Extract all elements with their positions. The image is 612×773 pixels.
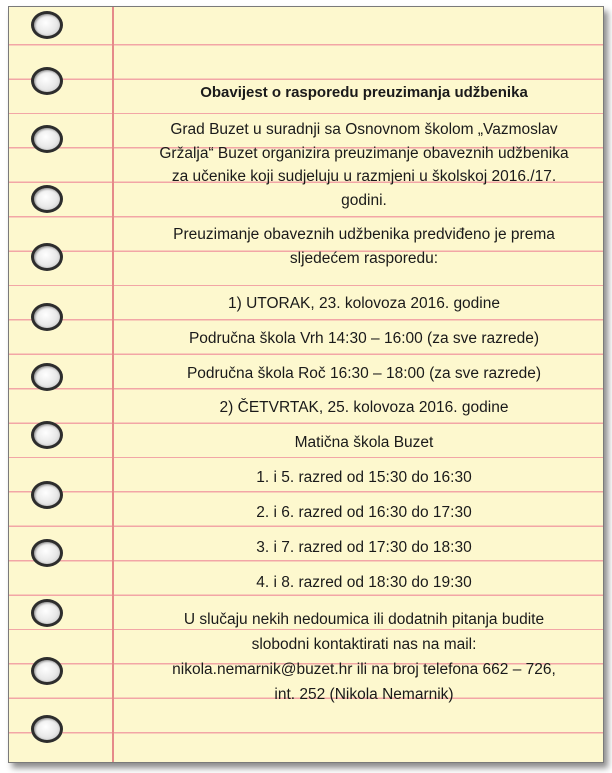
day1-schedule-item: Područna škola Vrh 14:30 – 16:00 (za sve razrede) xyxy=(188,330,540,347)
binder-hole-icon xyxy=(31,539,63,567)
notice-content xyxy=(117,7,611,762)
contact-line: int. 252 (Nikola Nemarnik) xyxy=(274,686,454,703)
day2-schedule-item: 2. i 6. razred od 16:30 do 17:30 xyxy=(256,504,472,521)
binder-hole-icon xyxy=(31,715,63,743)
schedule-intro-line: Preuzimanje obaveznih udžbenika predviđeno je prema xyxy=(173,226,555,243)
intro-line: Grad Buzet u suradnji sa Osnovnom školom „Vazmoslav xyxy=(170,121,558,138)
binder-hole-icon xyxy=(31,599,63,627)
binder-hole-icon xyxy=(31,421,63,449)
day2-schedule-item: 4. i 8. razred od 18:30 do 19:30 xyxy=(256,574,472,591)
binder-hole-icon xyxy=(31,657,63,685)
day1-heading: 1) UTORAK, 23. kolovoza 2016. godine xyxy=(228,295,500,312)
binder-hole-icon xyxy=(31,67,63,95)
binder-hole-icon xyxy=(31,363,63,391)
binder-hole-icon xyxy=(31,185,63,213)
schedule-intro-line: sljedećem rasporedu: xyxy=(289,250,439,267)
day2-school: Matična škola Buzet xyxy=(294,434,434,451)
binder-hole-icon xyxy=(31,481,63,509)
binder-hole-icon xyxy=(31,125,63,153)
intro-line: Gržalja“ Buzet organizira preuzimanje obaveznih udžbenika xyxy=(159,145,569,162)
day2-heading: 2) ČETVRTAK, 25. kolovoza 2016. godine xyxy=(219,399,509,416)
margin-line xyxy=(112,7,114,762)
day2-schedule-item: 1. i 5. razred od 15:30 do 16:30 xyxy=(256,469,472,486)
notebook-page xyxy=(8,6,604,763)
contact-line: U slučaju nekih nedoumica ili dodatnih pitanja budite xyxy=(183,611,545,628)
binder-hole-icon xyxy=(31,303,63,331)
contact-line: nikola.nemarnik@buzet.hr ili na broj telefona 662 – 726, xyxy=(172,661,556,678)
notice-title: Obavijest o rasporedu preuzimanja udžbenika xyxy=(200,84,528,101)
intro-line: za učenike koji sudjeluju u razmjeni u školskoj 2016./17. xyxy=(171,168,557,185)
day1-schedule-item: Područna škola Roč 16:30 – 18:00 (za sve razrede) xyxy=(186,365,542,382)
intro-line: godini. xyxy=(341,192,387,209)
contact-line: slobodni kontaktirati nas na mail: xyxy=(251,636,477,653)
binder-hole-icon xyxy=(31,243,63,271)
binder-hole-icon xyxy=(31,11,63,39)
day2-schedule-item: 3. i 7. razred od 17:30 do 18:30 xyxy=(256,539,472,556)
